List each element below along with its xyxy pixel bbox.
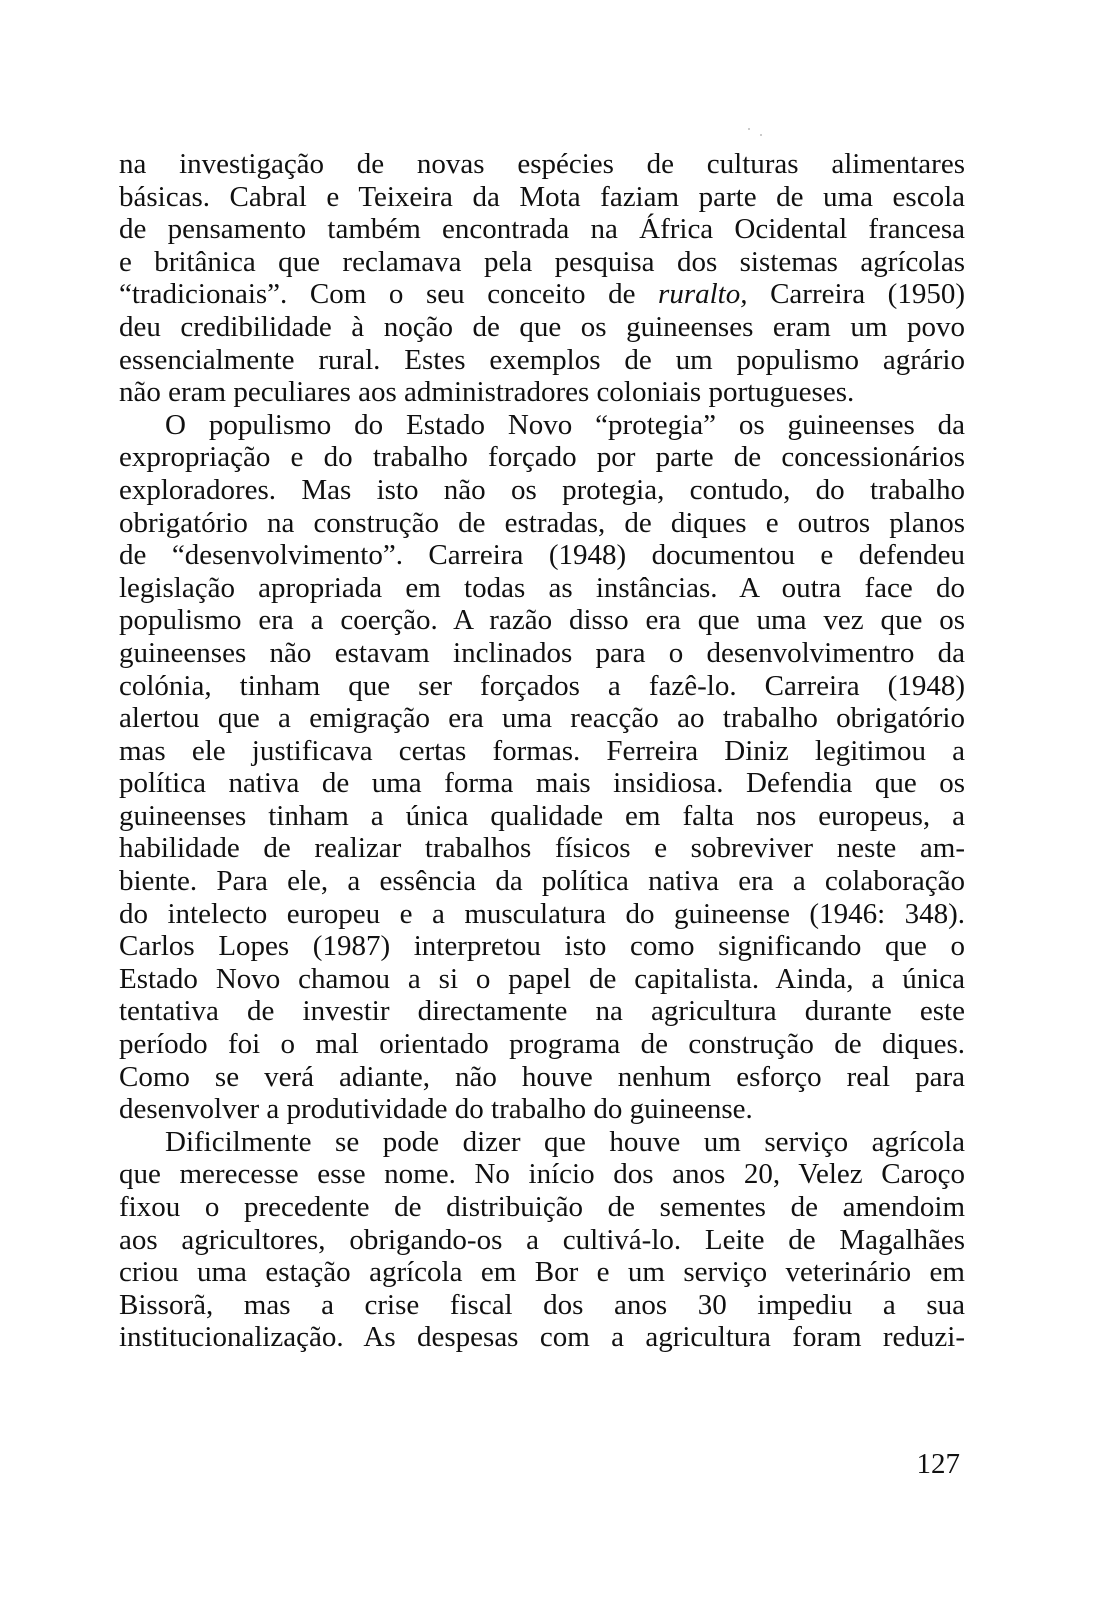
text-line: criou uma estação agrícola em Bor e um serviço veterinário em	[119, 1256, 965, 1289]
text-line: aos agricultores, obrigando-os a cultivá-lo. Leite de Magalhães	[119, 1223, 965, 1256]
text-line: O populismo do Estado Novo “protegia” os guineenses da	[165, 408, 965, 441]
text-line: habilidade de realizar trabalhos físicos e sobreviver neste am-	[119, 832, 965, 865]
text-segment: Carreira (1950)	[747, 278, 965, 311]
text-line: institucionalização. As despesas com a agricultura foram reduzi-	[119, 1321, 965, 1354]
text-line: de pensamento também encontrada na África Ocidental francesa	[119, 213, 965, 246]
text-line: guineenses não estavam inclinados para o desenvolvimentro da	[119, 636, 965, 669]
text-line: biente. Para ele, a essência da política nativa era a colaboração	[119, 865, 965, 898]
text-line: tentativa de investir directamente na agricultura durante este	[119, 995, 965, 1028]
page-number: 127	[916, 1448, 960, 1480]
text-line: Como se verá adiante, não houve nenhum esforço real para	[119, 1060, 965, 1093]
text-line: básicas. Cabral e Teixeira da Mota faziam parte de uma escola	[119, 180, 965, 213]
text-line: Estado Novo chamou a si o papel de capitalista. Ainda, a única	[119, 962, 965, 995]
text-line: deu credibilidade à noção de que os guineenses eram um povo	[119, 310, 965, 343]
text-line: do intelecto europeu e a musculatura do guineense (1946: 348).	[119, 897, 965, 930]
text-line: não eram peculiares aos administradores coloniais portugueses.	[119, 376, 855, 409]
text-line: mas ele justificava certas formas. Ferreira Diniz legitimou a	[119, 734, 965, 767]
italic-term: ruralto,	[658, 278, 748, 311]
text-line: Carlos Lopes (1987) interpretou isto como significando que o	[119, 930, 965, 963]
text-line: alertou que a emigração era uma reacção ao trabalho obrigatório	[119, 702, 965, 735]
text-segment: “tradicionais”. Com o seu conceito de	[119, 278, 659, 311]
text-line: essencialmente rural. Estes exemplos de um populismo agrário	[119, 343, 965, 376]
text-line: fixou o precedente de distribuição de sementes de amendoim	[119, 1191, 965, 1223]
text-line: expropriação e do trabalho forçado por parte de concessionários	[119, 441, 965, 474]
text-line: legislação apropriada em todas as instâncias. A outra face do	[119, 571, 965, 604]
text-line: obrigatório na construção de estradas, de diques e outros planos	[119, 506, 965, 539]
text-line: política nativa de uma forma mais insidiosa. Defendia que os	[119, 767, 965, 800]
text-line	[119, 278, 965, 311]
text-line: de “desenvolvimento”. Carreira (1948) documentou e defendeu	[119, 539, 965, 572]
scan-speck	[748, 128, 750, 130]
body-text	[119, 148, 965, 1354]
paragraph-1	[119, 148, 965, 409]
text-line: que merecesse esse nome. No início dos anos 20, Velez Caroço	[119, 1158, 965, 1191]
text-line: e britânica que reclamava pela pesquisa dos sistemas agrícolas	[119, 245, 965, 278]
paragraph-2	[119, 409, 965, 1126]
text-line: exploradores. Mas isto não os protegia, contudo, do trabalho	[119, 473, 965, 506]
paragraph-3	[119, 1126, 965, 1354]
text-line: colónia, tinham que ser forçados a fazê-lo. Carreira (1948)	[119, 669, 965, 702]
text-line: período foi o mal orientado programa de construção de diques.	[119, 1028, 965, 1061]
text-line: na investigação de novas espécies de culturas alimentares	[119, 148, 965, 180]
text-line: Bissorã, mas a crise fiscal dos anos 30 impediu a sua	[119, 1288, 965, 1321]
text-line: desenvolver a produtividade do trabalho do guineense.	[119, 1093, 753, 1126]
text-line: Dificilmente se pode dizer que houve um serviço agrícola	[165, 1125, 965, 1158]
text-line: populismo era a coerção. A razão disso era que uma vez que os	[119, 604, 965, 637]
text-line: guineenses tinham a única qualidade em falta nos europeus, a	[119, 799, 965, 832]
scan-speck	[760, 134, 762, 136]
